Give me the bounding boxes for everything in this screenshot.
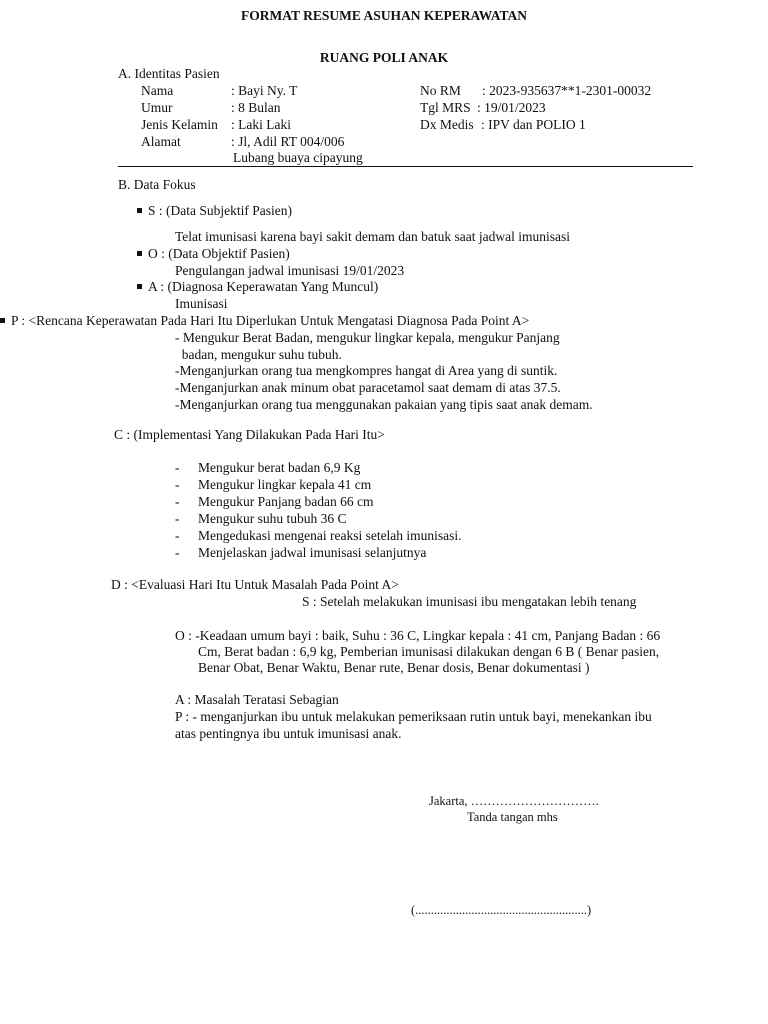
p-line: - Mengukur Berat Badan, mengukur lingkar kepala, mengukur Panjang: [175, 330, 560, 345]
bullet-icon: [0, 318, 5, 323]
name-value: : Bayi Ny. T: [231, 83, 298, 98]
implementation-item: Menjelaskan jadwal imunisasi selanjutnya: [198, 545, 427, 560]
document-title: FORMAT RESUME ASUHAN KEPERAWATAN: [241, 8, 527, 23]
gender-value: : Laki Laki: [231, 117, 291, 132]
implementation-item: Mengukur berat badan 6,9 Kg: [198, 460, 361, 475]
s-text: Telat imunisasi karena bayi sakit demam dan batuk saat jadwal imunisasi: [175, 229, 570, 244]
p-line: -Menganjurkan orang tua mengkompres hangat di Area yang di suntik.: [175, 363, 558, 378]
address-value: : Jl, Adil RT 004/006: [231, 134, 345, 149]
a-text: Imunisasi: [175, 296, 228, 311]
implementation-item: Mengukur Panjang badan 66 cm: [198, 494, 374, 509]
p-line: badan, mengukur suhu tubuh.: [175, 347, 342, 362]
p-label: P : <Rencana Keperawatan Pada Hari Itu Diperlukan Untuk Mengatasi Diagnosa Pada Point A>: [0, 313, 529, 329]
signature-line: (.......................................................): [411, 903, 592, 917]
bullet-icon: [137, 251, 142, 256]
identity-heading: A. Identitas Pasien: [118, 66, 220, 81]
implementation-item: Mengukur suhu tubuh 36 C: [198, 511, 347, 526]
evaluation-a: A : Masalah Teratasi Sebagian: [175, 692, 339, 707]
implementation-dash: -: [175, 494, 180, 509]
dx-label: Dx Medis: [420, 117, 474, 132]
signature-label: Tanda tangan mhs: [467, 810, 558, 824]
implementation-dash: -: [175, 545, 180, 560]
focus-heading: B. Data Fokus: [118, 177, 196, 192]
address-label: Alamat: [141, 134, 181, 149]
implementation-dash: -: [175, 477, 180, 492]
room-title: RUANG POLI ANAK: [319, 50, 449, 65]
o-text: Pengulangan jadwal imunisasi 19/01/2023: [175, 263, 405, 278]
o-label: O : (Data Objektif Pasien): [137, 246, 290, 262]
evaluation-p-line: P : - menganjurkan ibu untuk melakukan pemeriksaan rutin untuk bayi, menekankan ibu: [175, 709, 652, 724]
evaluation-o-line: Benar Obat, Benar Waktu, Benar rute, Benar dosis, Benar dokumentasi ): [198, 660, 590, 675]
signature-place: Jakarta, ………………………….: [429, 794, 599, 808]
rm-value: : 2023-935637**1-2301-00032: [482, 83, 652, 98]
a-label: A : (Diagnosa Keperawatan Yang Muncul): [137, 279, 378, 295]
implementation-item: Mengedukasi mengenai reaksi setelah imunisasi.: [198, 528, 462, 543]
bullet-icon: [137, 208, 142, 213]
p-line: -Menganjurkan anak minum obat paracetamol saat demam di atas 37.5.: [175, 380, 561, 395]
implementation-dash: -: [175, 460, 180, 475]
mrs-label: Tgl MRS: [420, 100, 471, 115]
mrs-value: : 19/01/2023: [477, 100, 546, 115]
age-label: Umur: [141, 100, 173, 115]
divider-line: [118, 166, 693, 167]
evaluation-heading: D : <Evaluasi Hari Itu Untuk Masalah Pada Point A>: [111, 577, 399, 592]
bullet-icon: [137, 284, 142, 289]
dx-value: : IPV dan POLIO 1: [481, 117, 586, 132]
evaluation-o-line: O : -Keadaan umum bayi : baik, Suhu : 36 C, Lingkar kepala : 41 cm, Panjang Badan : 66: [175, 628, 661, 643]
evaluation-p-line: atas pentingnya ibu untuk imunisasi anak.: [175, 726, 402, 741]
name-label: Nama: [141, 83, 174, 98]
implementation-dash: -: [175, 511, 180, 526]
implementation-heading: C : (Implementasi Yang Dilakukan Pada Hari Itu>: [114, 427, 385, 442]
evaluation-o-line: Cm, Berat badan : 6,9 kg, Pemberian imunisasi dilakukan dengan 6 B ( Benar pasien,: [198, 644, 660, 659]
p-line: -Menganjurkan orang tua menggunakan pakaian yang tipis saat anak demam.: [175, 397, 593, 412]
implementation-item: Mengukur lingkar kepala 41 cm: [198, 477, 372, 492]
address-line-2: Lubang buaya cipayung: [233, 150, 363, 165]
gender-label: Jenis Kelamin: [141, 117, 218, 132]
implementation-dash: -: [175, 528, 180, 543]
s-label: S : (Data Subjektif Pasien): [137, 203, 292, 219]
rm-label: No RM: [420, 83, 461, 98]
evaluation-s: S : Setelah melakukan imunisasi ibu mengatakan lebih tenang: [302, 594, 637, 609]
age-value: : 8 Bulan: [231, 100, 281, 115]
